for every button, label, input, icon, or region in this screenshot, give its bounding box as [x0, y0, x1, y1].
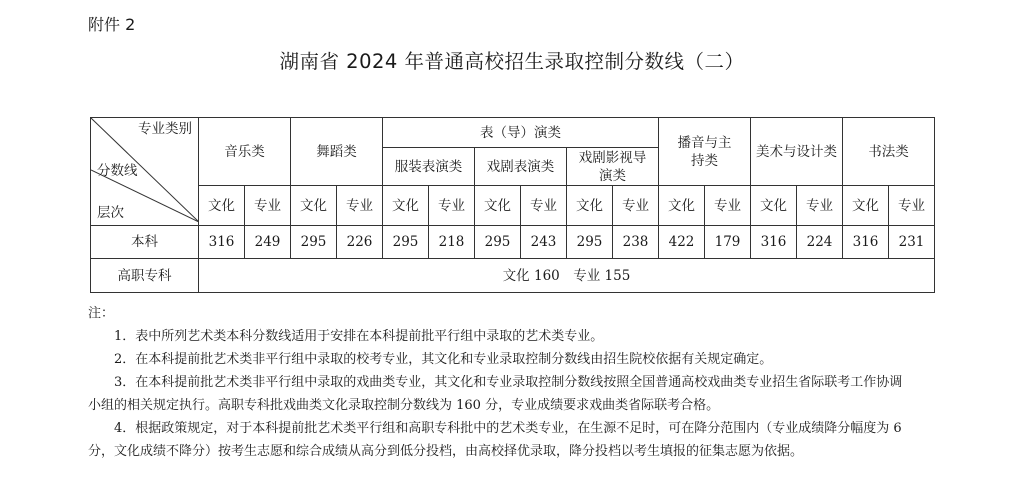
- corner-category-label: 专业类别: [138, 121, 192, 137]
- notes: [88, 302, 948, 463]
- note-item: 1．表中所列艺术类本科分数线适用于安排在本科提前批平行组中录取的艺术类专业。: [114, 329, 604, 344]
- note-item: 4．根据政策规定，对于本科提前批艺术类平行组和高职专科批中的艺术类专业，在生源不足时，可在降分范围内（专业成绩降分幅度为 6: [114, 421, 902, 436]
- score-cell: 295: [475, 226, 521, 259]
- col-major: 专业: [797, 186, 843, 226]
- col-culture: 文化: [751, 186, 797, 226]
- score-cell: 226: [337, 226, 383, 259]
- col-major: 专业: [429, 186, 475, 226]
- group-dance: 舞蹈类: [291, 118, 383, 186]
- score-cell: 316: [843, 226, 889, 259]
- col-major: 专业: [245, 186, 291, 226]
- score-cell: 249: [245, 226, 291, 259]
- note-item: 3．在本科提前批艺术类非平行组中录取的戏曲类专业，其文化和专业录取控制分数线按照全国普通高校戏曲类专业招生省际联考工作协调: [114, 375, 903, 390]
- corner-cell: [91, 118, 199, 226]
- score-cell: 295: [383, 226, 429, 259]
- col-culture: 文化: [567, 186, 613, 226]
- score-cell: 316: [751, 226, 797, 259]
- col-major: 专业: [889, 186, 935, 226]
- score-cell: 295: [291, 226, 337, 259]
- col-major: 专业: [705, 186, 751, 226]
- score-cell: 218: [429, 226, 475, 259]
- score-cell: 238: [613, 226, 659, 259]
- vocational-score: 文化 160 专业 155: [199, 259, 935, 293]
- col-culture: 文化: [199, 186, 245, 226]
- score-cell: 224: [797, 226, 843, 259]
- score-cell: 179: [705, 226, 751, 259]
- group-fine-arts: 美术与设计类: [751, 118, 843, 186]
- corner-score-label: 分数线: [97, 163, 138, 179]
- col-culture: 文化: [843, 186, 889, 226]
- col-culture: 文化: [475, 186, 521, 226]
- score-table: [90, 117, 935, 293]
- table-row-undergrad: [91, 226, 935, 259]
- sub-costume: 服装表演类: [383, 148, 475, 186]
- column-type-row: [91, 186, 935, 226]
- group-calligraphy: 书法类: [843, 118, 935, 186]
- attachment-label: 附件 2: [88, 15, 136, 34]
- col-culture: 文化: [383, 186, 429, 226]
- group-broadcast: 播音与主持类: [659, 118, 751, 186]
- group-music: 音乐类: [199, 118, 291, 186]
- note-item-continuation: 分，文化成绩不降分）按考生志愿和综合成绩从高分到低分投档，由高校择优录取，降分投档以考生填报的征集志愿为依据。: [88, 444, 804, 459]
- score-cell: 422: [659, 226, 705, 259]
- level-vocational: 高职专科: [91, 259, 199, 293]
- notes-heading: 注：: [88, 306, 115, 321]
- note-item-continuation: 小组的相关规定执行。高职专科批戏曲类文化录取控制分数线为 160 分，专业成绩要求戏曲类省际联考合格。: [88, 398, 720, 413]
- corner-level-label: 层次: [97, 205, 124, 221]
- score-cell: 295: [567, 226, 613, 259]
- group-performance: 表（导）演类: [383, 118, 659, 148]
- score-cell: 231: [889, 226, 935, 259]
- col-major: 专业: [521, 186, 567, 226]
- note-item: 2．在本科提前批艺术类非平行组中录取的校考专业，其文化和专业录取控制分数线由招生院校依据有关规定确定。: [114, 352, 773, 367]
- page-title: 湖南省 2024 年普通高校招生录取控制分数线（二）: [279, 50, 745, 73]
- level-undergrad: 本科: [91, 226, 199, 259]
- col-major: 专业: [613, 186, 659, 226]
- score-cell: 243: [521, 226, 567, 259]
- score-cell: 316: [199, 226, 245, 259]
- sub-film: 戏剧影视导演类: [567, 148, 659, 186]
- table-row-vocational: [91, 259, 935, 293]
- col-culture: 文化: [291, 186, 337, 226]
- sub-drama: 戏剧表演类: [475, 148, 567, 186]
- col-major: 专业: [337, 186, 383, 226]
- col-culture: 文化: [659, 186, 705, 226]
